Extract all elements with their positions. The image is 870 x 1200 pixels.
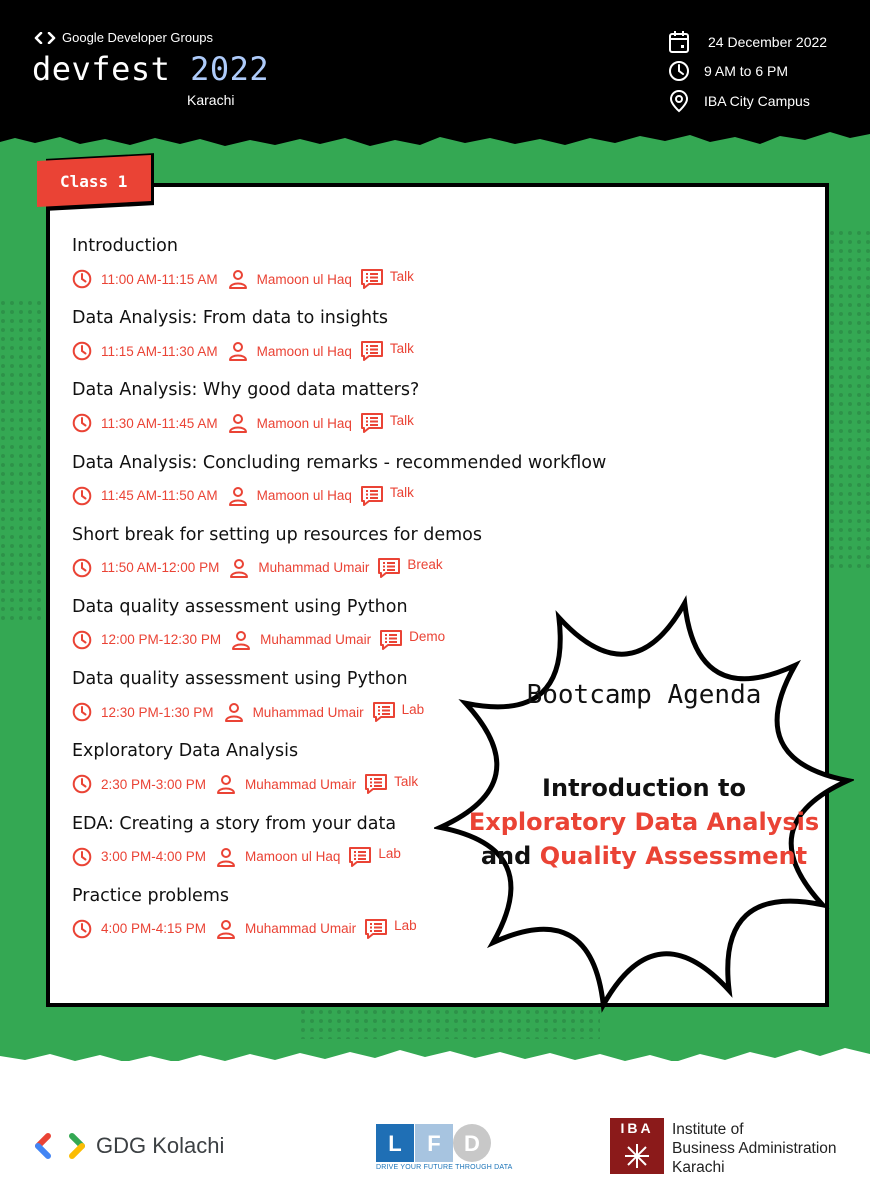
iba-name bbox=[672, 1120, 837, 1177]
agenda-item-meta bbox=[72, 268, 414, 290]
agenda-item-meta bbox=[72, 846, 401, 868]
agenda-item bbox=[72, 236, 672, 308]
org-name: Google Developer Groups bbox=[62, 30, 214, 45]
chat-list-icon bbox=[360, 268, 384, 290]
iba-emblem-icon bbox=[622, 1142, 652, 1170]
agenda-item-speaker: Muhammad Umair bbox=[252, 704, 364, 720]
agenda-item-type: Lab bbox=[401, 701, 425, 717]
agenda-item-title: Data Analysis: Why good data matters? bbox=[72, 380, 420, 401]
clock-icon bbox=[72, 558, 92, 578]
agenda-item bbox=[72, 453, 672, 525]
dot-pattern-left bbox=[0, 300, 46, 620]
agenda-item-time: 4:00 PM-4:15 PM bbox=[101, 921, 207, 937]
agenda-item-speaker: Mamoon ul Haq bbox=[256, 415, 352, 431]
badge-line-3 bbox=[434, 842, 854, 870]
event-wordmark bbox=[32, 50, 269, 88]
iba-name-line-1: Institute of bbox=[672, 1121, 744, 1138]
agenda-item-speaker: Mamoon ul Haq bbox=[256, 271, 352, 287]
agenda-item-meta bbox=[72, 340, 414, 362]
badge-line-3-and: and bbox=[480, 842, 532, 870]
clock-icon bbox=[72, 702, 92, 722]
person-icon bbox=[224, 702, 244, 722]
dot-pattern-right bbox=[829, 230, 870, 570]
person-icon bbox=[231, 630, 251, 650]
lfd-letter-d: D bbox=[464, 1131, 480, 1156]
agenda-item-speaker: Muhammad Umair bbox=[245, 921, 357, 937]
agenda-item-title: Data quality assessment using Python bbox=[72, 596, 408, 617]
person-icon bbox=[228, 269, 248, 289]
location-pin-icon bbox=[668, 89, 690, 113]
agenda-item-speaker: Mamoon ul Haq bbox=[256, 488, 352, 504]
agenda-item-speaker: Muhammad Umair bbox=[245, 776, 357, 792]
agenda-item-type: Demo bbox=[409, 629, 446, 645]
badge-line-2: Exploratory Data Analysis bbox=[468, 808, 820, 836]
person-icon bbox=[216, 919, 236, 939]
calendar-icon bbox=[668, 30, 690, 54]
person-icon bbox=[228, 413, 248, 433]
agenda-item-title: Practice problems bbox=[72, 885, 229, 906]
agenda-item-meta bbox=[72, 773, 418, 795]
agenda-item-speaker: Mamoon ul Haq bbox=[256, 343, 352, 359]
lfd-letter-f: F bbox=[427, 1131, 441, 1156]
person-icon bbox=[216, 774, 236, 794]
agenda-item-title: EDA: Creating a story from your data bbox=[72, 813, 397, 834]
chat-list-icon bbox=[348, 846, 372, 868]
agenda-item-time: 12:00 PM-12:30 PM bbox=[101, 632, 222, 648]
agenda-item-speaker: Muhammad Umair bbox=[258, 560, 370, 576]
clock-icon bbox=[72, 413, 92, 433]
class-tab bbox=[37, 155, 151, 207]
agenda-item-time: 12:30 PM-1:30 PM bbox=[101, 704, 214, 720]
chat-list-icon bbox=[364, 918, 388, 940]
event-year: 2022 bbox=[190, 50, 270, 88]
chat-list-icon bbox=[377, 557, 401, 579]
gdg-kolachi-logo bbox=[34, 1133, 224, 1159]
class-tab-label: Class 1 bbox=[60, 171, 128, 191]
badge-line-3-red: Quality Assessment bbox=[539, 842, 808, 870]
event-name: devfest bbox=[32, 50, 171, 88]
gdg-kolachi-name: GDG Kolachi bbox=[96, 1133, 225, 1158]
chat-list-icon bbox=[379, 629, 403, 651]
agenda-item-title: Data quality assessment using Python bbox=[72, 669, 408, 690]
agenda-item-meta bbox=[72, 918, 417, 940]
clock-icon bbox=[72, 269, 92, 289]
clock-icon bbox=[72, 486, 92, 506]
person-icon bbox=[228, 486, 248, 506]
clock-icon bbox=[72, 847, 92, 867]
badge-line-1: Introduction to bbox=[542, 774, 746, 802]
agenda-item-title: Exploratory Data Analysis bbox=[72, 741, 299, 762]
agenda-item-speaker: Muhammad Umair bbox=[260, 632, 372, 648]
iba-emblem bbox=[610, 1118, 664, 1174]
iba-name-line-3: Karachi bbox=[672, 1159, 725, 1176]
lfd-tagline: DRIVE YOUR FUTURE THROUGH DATA bbox=[376, 1164, 513, 1171]
agenda-item-meta bbox=[72, 485, 414, 507]
code-brackets-icon bbox=[34, 32, 56, 44]
chat-list-icon bbox=[360, 412, 384, 434]
agenda-item-title: Short break for setting up resources for demos bbox=[72, 524, 482, 545]
clock-icon bbox=[72, 919, 92, 939]
lfd-letter-l: L bbox=[388, 1131, 402, 1156]
agenda-item-time: 11:00 AM-11:15 AM bbox=[101, 271, 218, 287]
agenda-item-time: 11:45 AM-11:50 AM bbox=[101, 488, 218, 504]
agenda-item-type: Talk bbox=[389, 268, 414, 284]
clock-icon bbox=[668, 60, 690, 82]
event-venue: IBA City Campus bbox=[704, 93, 810, 109]
event-time-row bbox=[668, 60, 788, 82]
agenda-item-title: Data Analysis: From data to insights bbox=[72, 308, 389, 329]
lfd-mark bbox=[376, 1122, 496, 1164]
agenda-item bbox=[72, 525, 672, 597]
chat-list-icon bbox=[360, 485, 384, 507]
agenda-item-time: 11:30 AM-11:45 AM bbox=[101, 415, 218, 431]
iba-name-line-2: Business Administration bbox=[672, 1140, 837, 1157]
lfd-logo bbox=[376, 1122, 513, 1174]
agenda-item-type: Talk bbox=[394, 773, 419, 789]
iba-abbr: IBA bbox=[620, 1120, 654, 1136]
event-date: 24 December 2022 bbox=[708, 34, 828, 50]
clock-icon bbox=[72, 774, 92, 794]
person-icon bbox=[216, 847, 236, 867]
chat-list-icon bbox=[360, 340, 384, 362]
clock-icon bbox=[72, 341, 92, 361]
agenda-item-type: Talk bbox=[389, 485, 414, 501]
agenda-item-time: 11:50 AM-12:00 PM bbox=[101, 560, 220, 576]
gdg-brand bbox=[34, 30, 213, 45]
clock-icon bbox=[72, 630, 92, 650]
event-time: 9 AM to 6 PM bbox=[704, 63, 789, 79]
agenda-item-meta bbox=[72, 629, 445, 651]
agenda-item-time: 2:30 PM-3:00 PM bbox=[101, 776, 207, 792]
chat-list-icon bbox=[372, 701, 396, 723]
agenda-item-type: Break bbox=[407, 557, 443, 573]
event-venue-row bbox=[668, 89, 810, 113]
chat-list-icon bbox=[364, 773, 388, 795]
person-icon bbox=[228, 341, 248, 361]
agenda-item-time: 3:00 PM-4:00 PM bbox=[101, 849, 207, 864]
badge-content bbox=[434, 594, 854, 1014]
agenda-item-meta bbox=[72, 557, 443, 579]
agenda-item-type: Lab bbox=[394, 918, 417, 934]
agenda-item-type: Talk bbox=[389, 340, 414, 356]
agenda-item-meta bbox=[72, 412, 414, 434]
agenda-item-time: 11:15 AM-11:30 AM bbox=[101, 343, 218, 359]
agenda-item-meta bbox=[72, 701, 424, 723]
event-city: Karachi bbox=[187, 92, 235, 108]
agenda-item-type: Lab bbox=[378, 846, 401, 861]
person-icon bbox=[229, 558, 249, 578]
badge-heading: Bootcamp Agenda bbox=[526, 680, 762, 710]
agenda-item bbox=[72, 308, 672, 380]
agenda-item bbox=[72, 380, 672, 452]
agenda-item-type: Talk bbox=[389, 412, 414, 428]
event-date-row bbox=[668, 30, 827, 54]
gdg-brackets-icon bbox=[34, 1133, 86, 1159]
agenda-item-title: Data Analysis: Concluding remarks - recommended workflow bbox=[72, 452, 607, 473]
agenda-item-title: Introduction bbox=[72, 236, 178, 256]
agenda-item-speaker: Mamoon ul Haq bbox=[245, 849, 341, 864]
